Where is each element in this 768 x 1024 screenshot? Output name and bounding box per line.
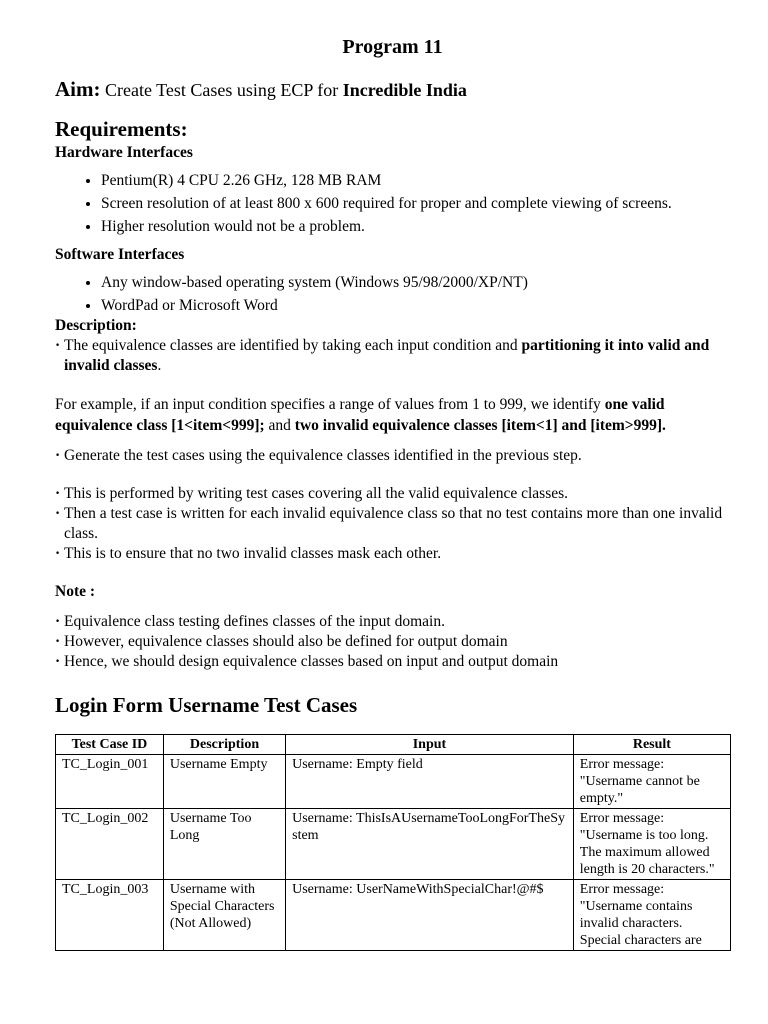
table-row bbox=[56, 755, 731, 809]
description-point-list bbox=[55, 336, 730, 376]
cell-result: Error message: "Username is too long. The maximum allowed length is 20 characters." bbox=[573, 809, 730, 880]
list-item: • Any window-based operating system (Windows 95/98/2000/XP/NT) bbox=[101, 273, 730, 293]
cell-input: Username: UserNameWithSpecialChar!@#$ bbox=[286, 880, 574, 951]
list-item: • WordPad or Microsoft Word bbox=[101, 296, 730, 316]
cell-test-case-id: TC_Login_003 bbox=[56, 880, 164, 951]
cell-description: Username with Special Characters (Not Allowed) bbox=[163, 880, 285, 951]
description-point: · This is performed by writing test cases covering all the valid equivalence classes. bbox=[55, 484, 730, 504]
hardware-list bbox=[55, 171, 730, 237]
cell-test-case-id: TC_Login_002 bbox=[56, 809, 164, 880]
note-item: · Hence, we should design equivalence classes based on input and output domain bbox=[55, 652, 730, 672]
aim-text: Create Test Cases using ECP for bbox=[100, 80, 343, 100]
cell-description: Username Too Long bbox=[163, 809, 285, 880]
aim-line bbox=[55, 77, 730, 102]
description-point: · This is to ensure that no two invalid classes mask each other. bbox=[55, 544, 730, 564]
description-point bbox=[55, 336, 730, 376]
page-title: Program 11 bbox=[342, 36, 443, 58]
column-header-description: Description bbox=[163, 735, 285, 755]
example-invalid-classes: two invalid equivalence classes [item<1] and [item>999]. bbox=[294, 417, 666, 434]
table-header-row bbox=[56, 735, 731, 755]
cell-input: Username: ThisIsAUsernameTooLongForTheSystem bbox=[286, 809, 574, 880]
description-point-text: The equivalence classes are identified by taking each input condition and bbox=[64, 337, 522, 354]
aim-label: Aim: bbox=[55, 77, 101, 101]
generate-point-list bbox=[55, 446, 730, 466]
cell-result: Error message: "Username contains invalid characters. Special characters are bbox=[573, 880, 730, 951]
aim-subject: Incredible India bbox=[342, 80, 467, 100]
cell-result: Error message: "Username cannot be empty." bbox=[573, 755, 730, 809]
column-header-test-case-id: Test Case ID bbox=[56, 735, 164, 755]
hardware-interfaces-heading: Hardware Interfaces bbox=[55, 144, 193, 161]
description-point-end: . bbox=[157, 357, 162, 374]
note-list bbox=[55, 612, 730, 672]
column-header-input: Input bbox=[286, 735, 574, 755]
document-page bbox=[55, 34, 730, 951]
software-list bbox=[55, 273, 730, 316]
list-item: • Higher resolution would not be a problem. bbox=[101, 217, 730, 237]
example-connector: and bbox=[264, 417, 295, 434]
note-item: · However, equivalence classes should also be defined for output domain bbox=[55, 632, 730, 652]
list-item: • Pentium(R) 4 CPU 2.26 GHz, 128 MB RAM bbox=[101, 171, 730, 191]
list-item: • Screen resolution of at least 800 x 600 required for proper and complete viewing of screens. bbox=[101, 194, 730, 214]
column-header-result: Result bbox=[573, 735, 730, 755]
cell-description: Username Empty bbox=[163, 755, 285, 809]
table-row bbox=[56, 809, 731, 880]
example-paragraph bbox=[55, 394, 730, 436]
description-point: · Then a test case is written for each invalid equivalence class so that no test contains more than one invalid class. bbox=[55, 504, 730, 544]
table-row bbox=[56, 880, 731, 951]
cell-test-case-id: TC_Login_001 bbox=[56, 755, 164, 809]
software-interfaces-heading: Software Interfaces bbox=[55, 246, 185, 263]
description-point-emphasis: partitioning it into valid and invalid classes bbox=[64, 337, 710, 374]
example-text: For example, if an input condition specifies a range of values from 1 to 999, we identify bbox=[55, 396, 605, 413]
login-section-heading: Login Form Username Test Cases bbox=[55, 693, 358, 717]
note-item: · Equivalence class testing defines classes of the input domain. bbox=[55, 612, 730, 632]
requirements-heading: Requirements: bbox=[55, 117, 188, 141]
example-valid-class: one valid equivalence class [1<item<999]; bbox=[55, 396, 665, 434]
more-points-list bbox=[55, 484, 730, 564]
note-heading: Note : bbox=[55, 583, 96, 600]
cell-input: Username: Empty field bbox=[286, 755, 574, 809]
description-point: · Generate the test cases using the equivalence classes identified in the previous step. bbox=[55, 446, 730, 466]
description-heading: Description: bbox=[55, 317, 137, 334]
test-cases-table bbox=[55, 734, 731, 951]
